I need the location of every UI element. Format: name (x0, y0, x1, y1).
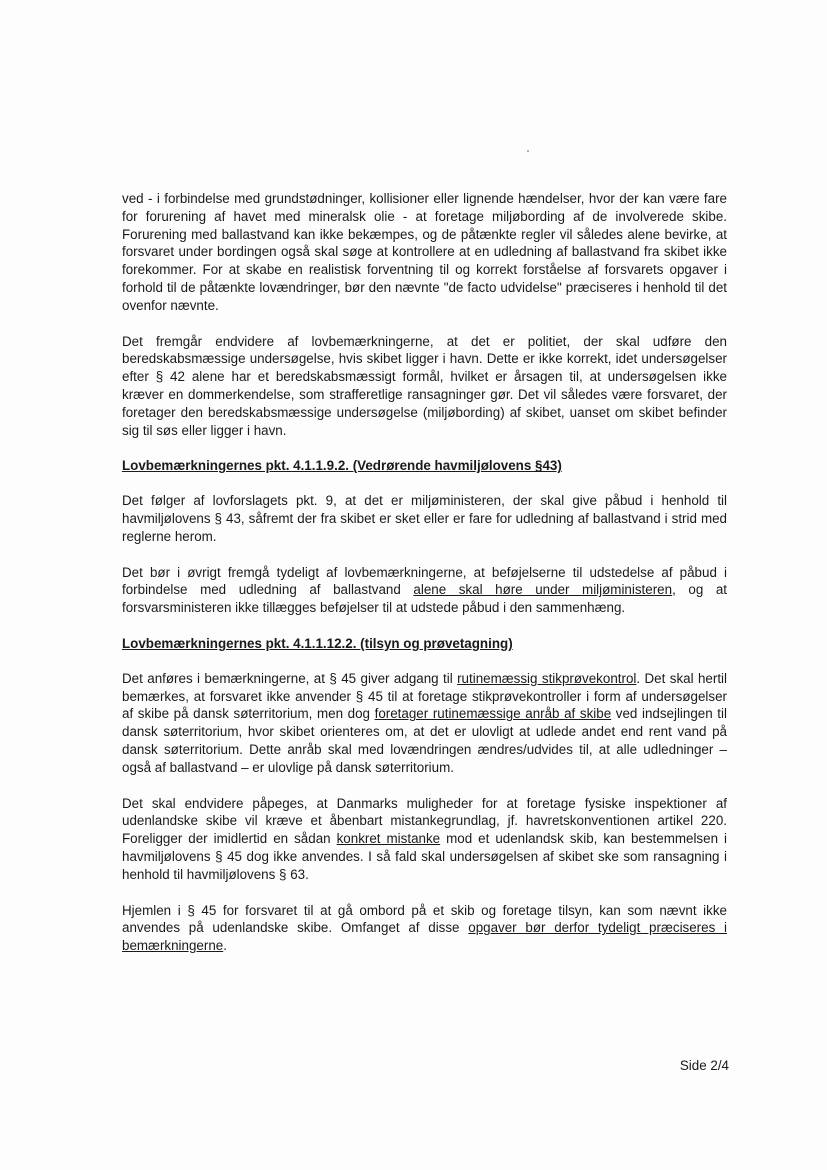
underlined-text: alene skal høre under miljøministeren (413, 582, 673, 598)
document-body (122, 190, 727, 973)
text-run: . Det skal hertil bemærkes, at forsvaret ikke anvender § 45 til at foretage stikprøvekontroller i form af undersøgelser af skibe på dansk søterritorium, men dog (122, 670, 727, 722)
text-run: mod et udenlandsk skib, kan bestemmelsen i havmiljølovens § 45 dog ikke anvendes. I så fald skal undersøgelsen af skibet ske som ransagning i henhold til havmiljølovens § 63. (122, 831, 728, 882)
section-heading-4-1-1-12-2: Lovbemærkningernes pkt. 4.1.1.12.2. (tilsyn og prøvetagning) (122, 635, 513, 651)
text-run: , og at forsvarsministeren ikke tillægges beføjelser til at udstede påbud i den sammenhæng. (122, 582, 727, 616)
text-run: Det anføres i bemærkningerne, at § 45 giver adgang til (122, 670, 458, 686)
page-number: Side 2/4 (679, 1058, 729, 1073)
underlined-text: konkret mistanke (336, 831, 441, 847)
paragraph-3: Det følger af lovforslagets pkt. 9, at det er miljøministeren, der skal give påbud i henhold til havmiljølovens § 43, såfremt der fra skibet er sket eller er fare for udledning af ballastvand i strid med reglerne herom. (122, 493, 727, 544)
text-run: . (223, 938, 227, 954)
underlined-text: foretager rutinemæssige anråb af skibe (374, 706, 612, 722)
text-run: Det bør i øvrigt fremgå tydeligt af lovbemærkningerne, at beføjelserne til udstedelse af påbud i forbindelse med udledning af ballastvand (122, 564, 727, 598)
paragraph-5 (122, 670, 727, 777)
paragraph-6 (122, 795, 727, 884)
underlined-text: opgaver bør derfor tydeligt præciseres i bemærkningerne (122, 920, 727, 954)
underlined-text: rutinemæssig stikprøvekontrol (457, 670, 637, 686)
scan-speck (527, 150, 529, 152)
text-run: Hjemlen i § 45 for forsvaret til at gå ombord på et skib og foretage tilsyn, kan som nævnt ikke anvendes på udenlandske skibe. Omfanget af disse (122, 902, 727, 936)
paragraph-2: Det fremgår endvidere af lovbemærkningerne, at det er politiet, der skal udføre den beredskabsmæssige undersøgelse, hvis skibet ligger i havn. Dette er ikke korrekt, idet undersøgelser efter § 42 alene har et beredskabsmæssigt formål, hvilket er årsagen til, at undersøgelsen ikke kræver en dommerkendelse, som strafferetlige ransagninger gør. Det vil således være forsvaret, der foretager den beredskabsmæssige undersøgelse (miljøbording) af skibet, uanset om skibet befinder sig til søs eller ligger i havn. (122, 333, 727, 438)
text-run: ved indsejlingen til dansk søterritorium, hvor skibet orienteres om, at det er ulovligt at udlede andet end rent vand på dansk søterritorium. Dette anråb skal med lovændringen ændres/udvides til, at alle udledninger – også af ballastvand – er ulovlige på dansk søterritorium. (122, 706, 727, 775)
paragraph-4 (122, 564, 727, 617)
paragraph-1: ved - i forbindelse med grundstødninger, kollisioner eller lignende hændelser, hvor der kan være fare for forurening af havet med mineralsk olie - at foretage miljøbording af de involverede skibe. Forurening med ballastvand kan ikke bekæmpes, og de påtænkte regler vil således alene bevirke, at forsvaret under bordingen også skal søge at kontrollere at en udledning af ballastvand fra skibet ikke forekommer. For at skabe en realistisk forventning til og korrekt forståelse af forsvarets opgaver i forhold til de påtænkte lovændringer, bør den nævnte "de facto udvidelse" præciseres i henhold til det ovenfor nævnte. (122, 191, 727, 313)
paragraph-7 (122, 902, 727, 955)
text-run: Det skal endvidere påpeges, at Danmarks muligheder for at foretage fysiske inspektioner af udenlandske skibe vil kræve et åbenbart mistankegrundlag, jf. havretskonventionen artikel 220. Foreligger der imidlertid en sådan (122, 795, 727, 847)
section-heading-4-1-1-9-2: Lovbemærkningernes pkt. 4.1.1.9.2. (Vedrørende havmiljølovens §43) (122, 458, 562, 474)
